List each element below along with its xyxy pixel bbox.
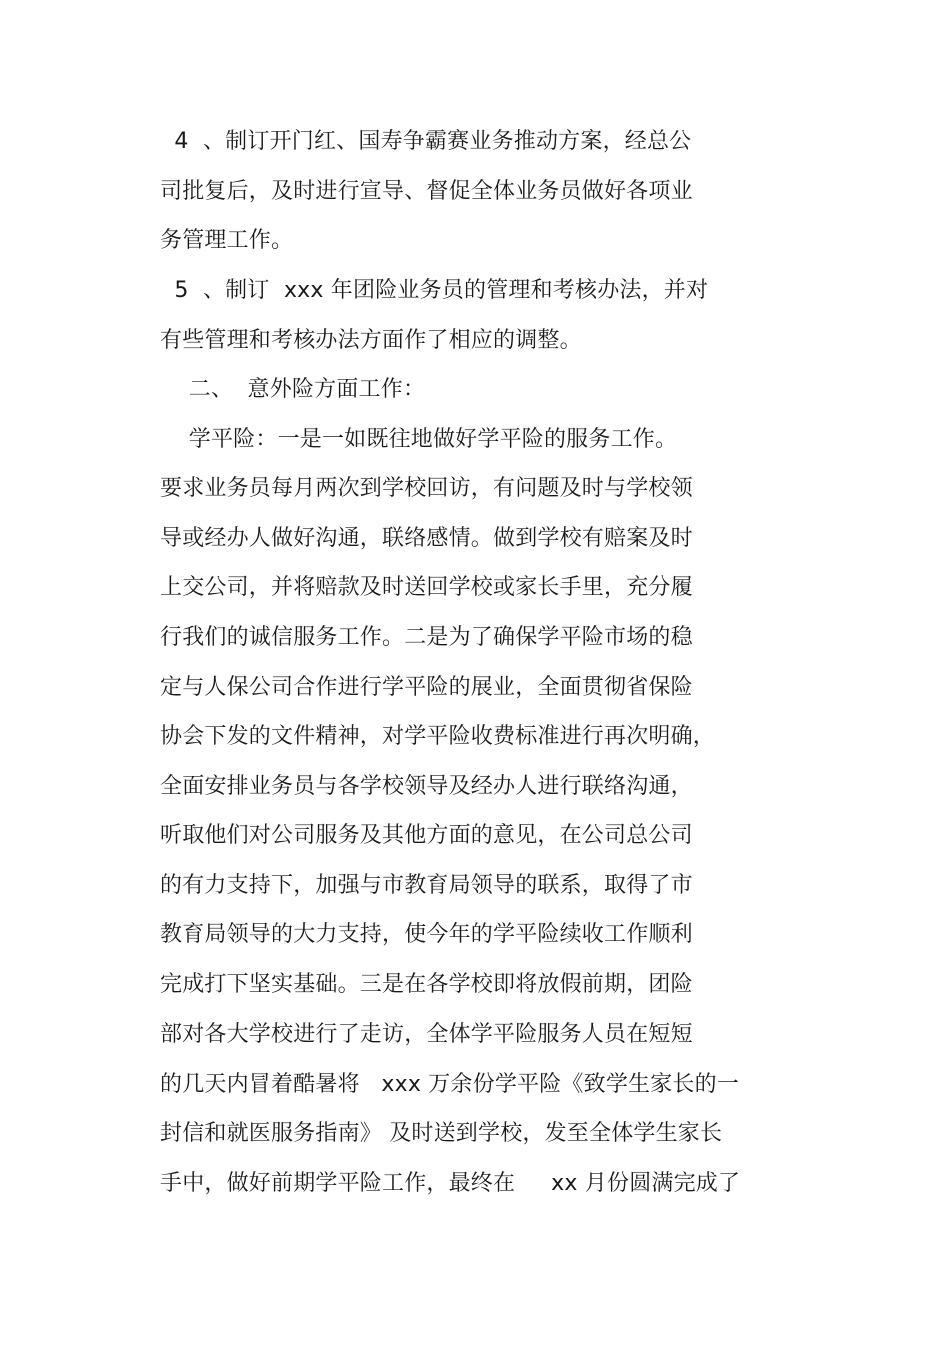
text-line: 部对各大学校进行了走访，全体学平险服务人员在短短 [160, 1022, 693, 1047]
text-line: 手中，做好前期学平险工作，最终在 xx 月份圆满完成了 [160, 1171, 741, 1196]
text-line: 司批复后，及时进行宣导、督促全体业务员做好各项业 [160, 179, 693, 204]
text-line: 要求业务员每月两次到学校回访，有问题及时与学校领 [160, 476, 693, 501]
section-heading: 二、 意外险方面工作： [160, 377, 426, 402]
text-line: 完成打下坚实基础。三是在各学校即将放假前期，团险 [160, 972, 693, 997]
text-line: 4 、制订开门红、国寿争霸赛业务推动方案，经总公 [160, 129, 692, 154]
text-line: 上交公司，并将赔款及时送回学校或家长手里，充分履 [160, 575, 693, 600]
text-line: 5 、制订 xxx 年团险业务员的管理和考核办法，并对 [160, 278, 709, 303]
text-line: 协会下发的文件精神，对学平险收费标准进行再次明确， [160, 724, 716, 749]
text-line: 封信和就医服务指南》 及时送到学校，发至全体学生家长 [160, 1121, 723, 1146]
text-line: 定与人保公司合作进行学平险的展业，全面贯彻省保险 [160, 675, 693, 700]
text-line: 学平险：一是一如既往地做好学平险的服务工作。 [160, 427, 678, 452]
text-line: 务管理工作。 [160, 228, 294, 253]
text-line: 有些管理和考核办法方面作了相应的调整。 [160, 328, 582, 353]
text-line: 行我们的诚信服务工作。二是为了确保学平险市场的稳 [160, 625, 693, 650]
text-line: 的几天内冒着酷暑将 xxx 万余份学平险《致学生家长的一 [160, 1072, 740, 1097]
text-line: 听取他们对公司服务及其他方面的意见，在公司总公司 [160, 823, 693, 848]
text-line: 全面安排业务员与各学校领导及经办人进行联络沟通， [160, 774, 693, 799]
text-line: 的有力支持下，加强与市教育局领导的联系，取得了市 [160, 873, 693, 898]
text-line: 导或经办人做好沟通，联络感情。做到学校有赔案及时 [160, 526, 693, 551]
text-line: 教育局领导的大力支持，使今年的学平险续收工作顺利 [160, 922, 693, 947]
